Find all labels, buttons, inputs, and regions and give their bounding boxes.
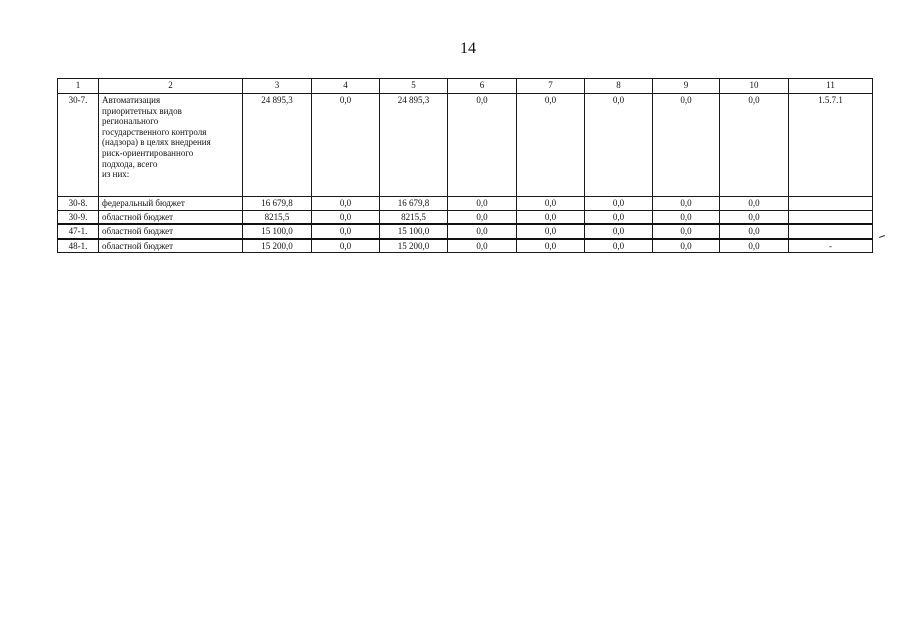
cell-value: 0,0 (312, 239, 380, 253)
table-row (58, 197, 873, 211)
table-row (58, 239, 873, 253)
cell-reference (789, 210, 873, 224)
cell-value: 15 100,0 (243, 224, 312, 239)
cell-value: 15 200,0 (380, 239, 448, 253)
column-header: 6 (448, 79, 517, 94)
page-number: 14 (460, 40, 476, 57)
cell-value: 0,0 (653, 210, 720, 224)
description-line: (надзора) в целях внедрения (102, 137, 211, 148)
description-line: государственного контроля (102, 126, 207, 137)
cell-value: 0,0 (653, 94, 720, 197)
row-code: 47-1. (58, 224, 99, 239)
column-header: 10 (720, 79, 789, 94)
cell-value: 0,0 (448, 197, 517, 211)
cell-value: 0,0 (653, 224, 720, 239)
cell-value: 15 100,0 (380, 224, 448, 239)
cell-value: 0,0 (720, 239, 789, 253)
row-code: 30-8. (58, 197, 99, 211)
cell-value: 0,0 (517, 197, 585, 211)
table-row (58, 210, 873, 224)
cell-value: 0,0 (517, 239, 585, 253)
table-row (58, 94, 873, 197)
cell-value: 0,0 (448, 94, 517, 197)
column-header: 3 (243, 79, 312, 94)
cell-value: 24 895,3 (243, 94, 312, 197)
description-line: Автоматизация (102, 95, 161, 105)
cell-value: 8215,5 (380, 210, 448, 224)
cell-value: 24 895,3 (380, 94, 448, 197)
cell-value: 0,0 (312, 94, 380, 197)
cell-value: 0,0 (653, 239, 720, 253)
cell-value: 0,0 (720, 210, 789, 224)
cell-value: 0,0 (585, 224, 653, 239)
cell-value: 16 679,8 (380, 197, 448, 211)
cell-value: 15 200,0 (243, 239, 312, 253)
cell-value: 0,0 (517, 94, 585, 197)
column-header: 5 (380, 79, 448, 94)
description-line: риск-ориентированного (102, 147, 194, 158)
row-description: областной бюджет (99, 210, 243, 224)
description-line: приоритетных видов (102, 105, 182, 116)
column-header: 2 (99, 79, 243, 94)
column-header: 7 (517, 79, 585, 94)
cell-value: 0,0 (312, 224, 380, 239)
description-line: из них: (102, 169, 130, 180)
row-description (99, 94, 243, 197)
cell-value: 0,0 (585, 210, 653, 224)
cell-value: 0,0 (653, 197, 720, 211)
cell-value: 0,0 (448, 239, 517, 253)
column-header: 9 (653, 79, 720, 94)
column-header: 1 (58, 79, 99, 94)
column-header: 11 (789, 79, 873, 94)
cell-value: 0,0 (585, 197, 653, 211)
cell-value: 0,0 (517, 224, 585, 239)
budget-table (57, 78, 873, 253)
column-header: 8 (585, 79, 653, 94)
cell-value: 0,0 (585, 94, 653, 197)
cell-reference (789, 224, 873, 239)
row-description: федеральный бюджет (99, 197, 243, 211)
cell-value: 0,0 (312, 210, 380, 224)
row-code: 30-9. (58, 210, 99, 224)
cell-value: 8215,5 (243, 210, 312, 224)
row-description: областной бюджет (99, 224, 243, 239)
description-line: подхода, всего (102, 158, 158, 169)
cell-value: 0,0 (720, 197, 789, 211)
cell-value: 0,0 (720, 224, 789, 239)
cell-value: 0,0 (448, 224, 517, 239)
scan-artifact (879, 235, 885, 238)
cell-value: 0,0 (720, 94, 789, 197)
cell-reference: 1.5.7.1 (789, 94, 873, 197)
cell-reference (789, 197, 873, 211)
description-line: регионального (102, 116, 159, 127)
cell-reference: - (789, 239, 873, 253)
column-header: 4 (312, 79, 380, 94)
cell-value: 0,0 (312, 197, 380, 211)
cell-value: 16 679,8 (243, 197, 312, 211)
row-code: 48-1. (58, 239, 99, 253)
table-row (58, 224, 873, 239)
row-description: областной бюджет (99, 239, 243, 253)
cell-value: 0,0 (585, 239, 653, 253)
table-header-row (58, 79, 873, 94)
row-code: 30-7. (58, 94, 99, 197)
cell-value: 0,0 (448, 210, 517, 224)
cell-value: 0,0 (517, 210, 585, 224)
